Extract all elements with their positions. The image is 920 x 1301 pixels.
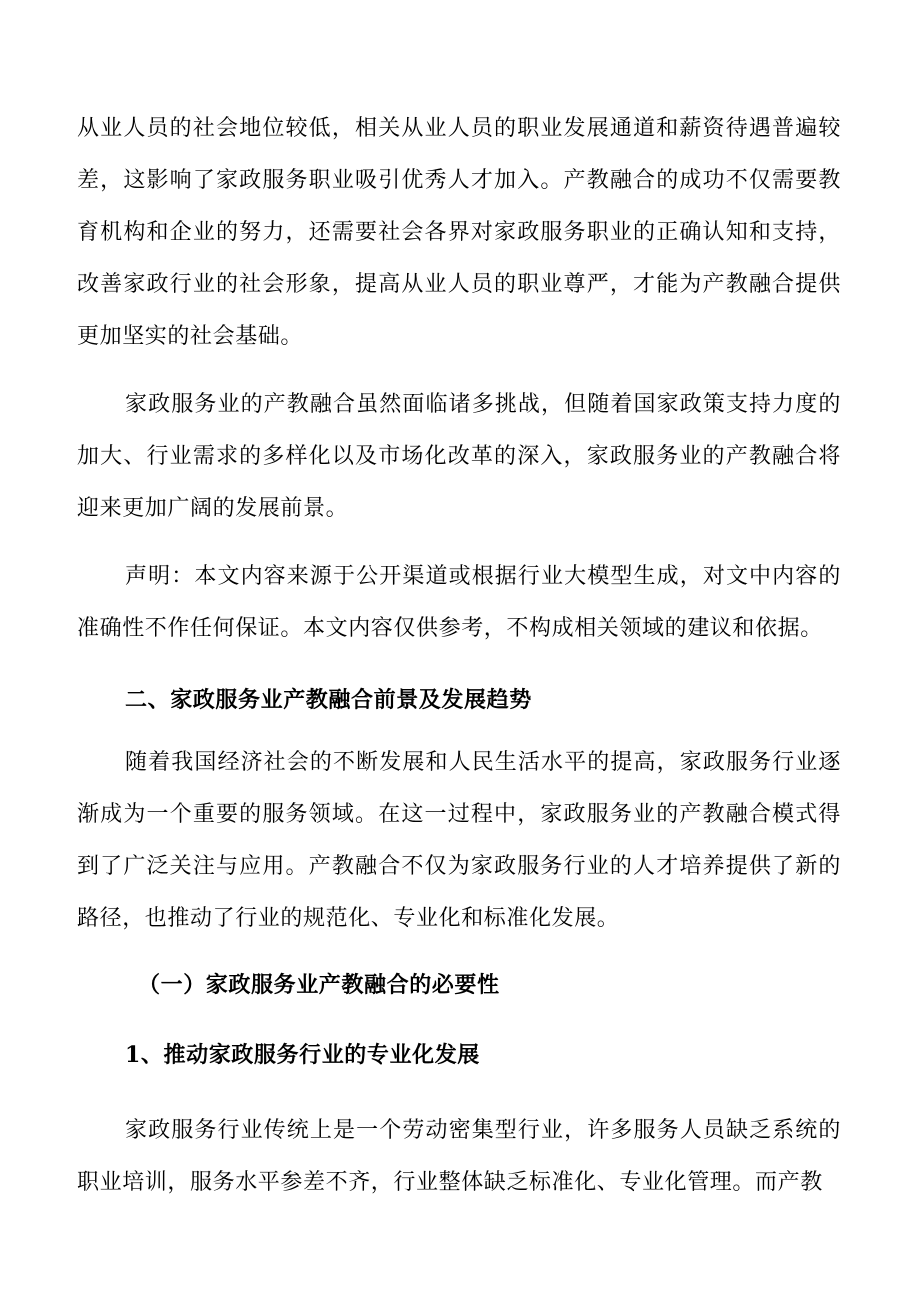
- item-heading: 1、推动家政服务行业的专业化发展: [125, 1042, 480, 1068]
- paragraph-outlook: 家政服务业的产教融合虽然面临诸多挑战，但随着国家政策支持力度的加大、行业需求的多样化以及市场化改革的深入，家政服务业的产教融合将迎来更加广阔的发展前景。: [77, 392, 841, 521]
- section-heading: 二、家政服务业产教融合前景及发展趋势: [125, 687, 532, 713]
- paragraph-introduction: 随着我国经济社会的不断发展和人民生活水平的提高，家政服务行业逐渐成为一个重要的服务领域。在这一过程中，家政服务业的产教融合模式得到了广泛关注与应用。产教融合不仅为家政服务行业的人才培养提供了新的路径，也推动了行业的规范化、专业化和标准化发展。: [77, 750, 841, 931]
- paragraph-social-status: 从业人员的社会地位较低，相关从业人员的职业发展通道和薪资待遇普遍较差，这影响了家政服务职业吸引优秀人才加入。产教融合的成功不仅需要教育机构和企业的努力，还需要社会各界对家政服务职业的正确认知和支持，改善家政行业的社会形象，提高从业人员的职业尊严，才能为产教融合提供更加坚实的社会基础。: [77, 116, 841, 349]
- subsection-heading: （一）家政服务业产教融合的必要性: [138, 972, 500, 998]
- paragraph-disclaimer: 声明：本文内容来源于公开渠道或根据行业大模型生成，对文中内容的准确性不作任何保证。本文内容仅供参考，不构成相关领域的建议和依据。: [77, 564, 841, 641]
- paragraph-professionalization: 家政服务行业传统上是一个劳动密集型行业，许多服务人员缺乏系统的职业培训，服务水平参差不齐，行业整体缺乏标准化、专业化管理。而产教: [77, 1118, 841, 1195]
